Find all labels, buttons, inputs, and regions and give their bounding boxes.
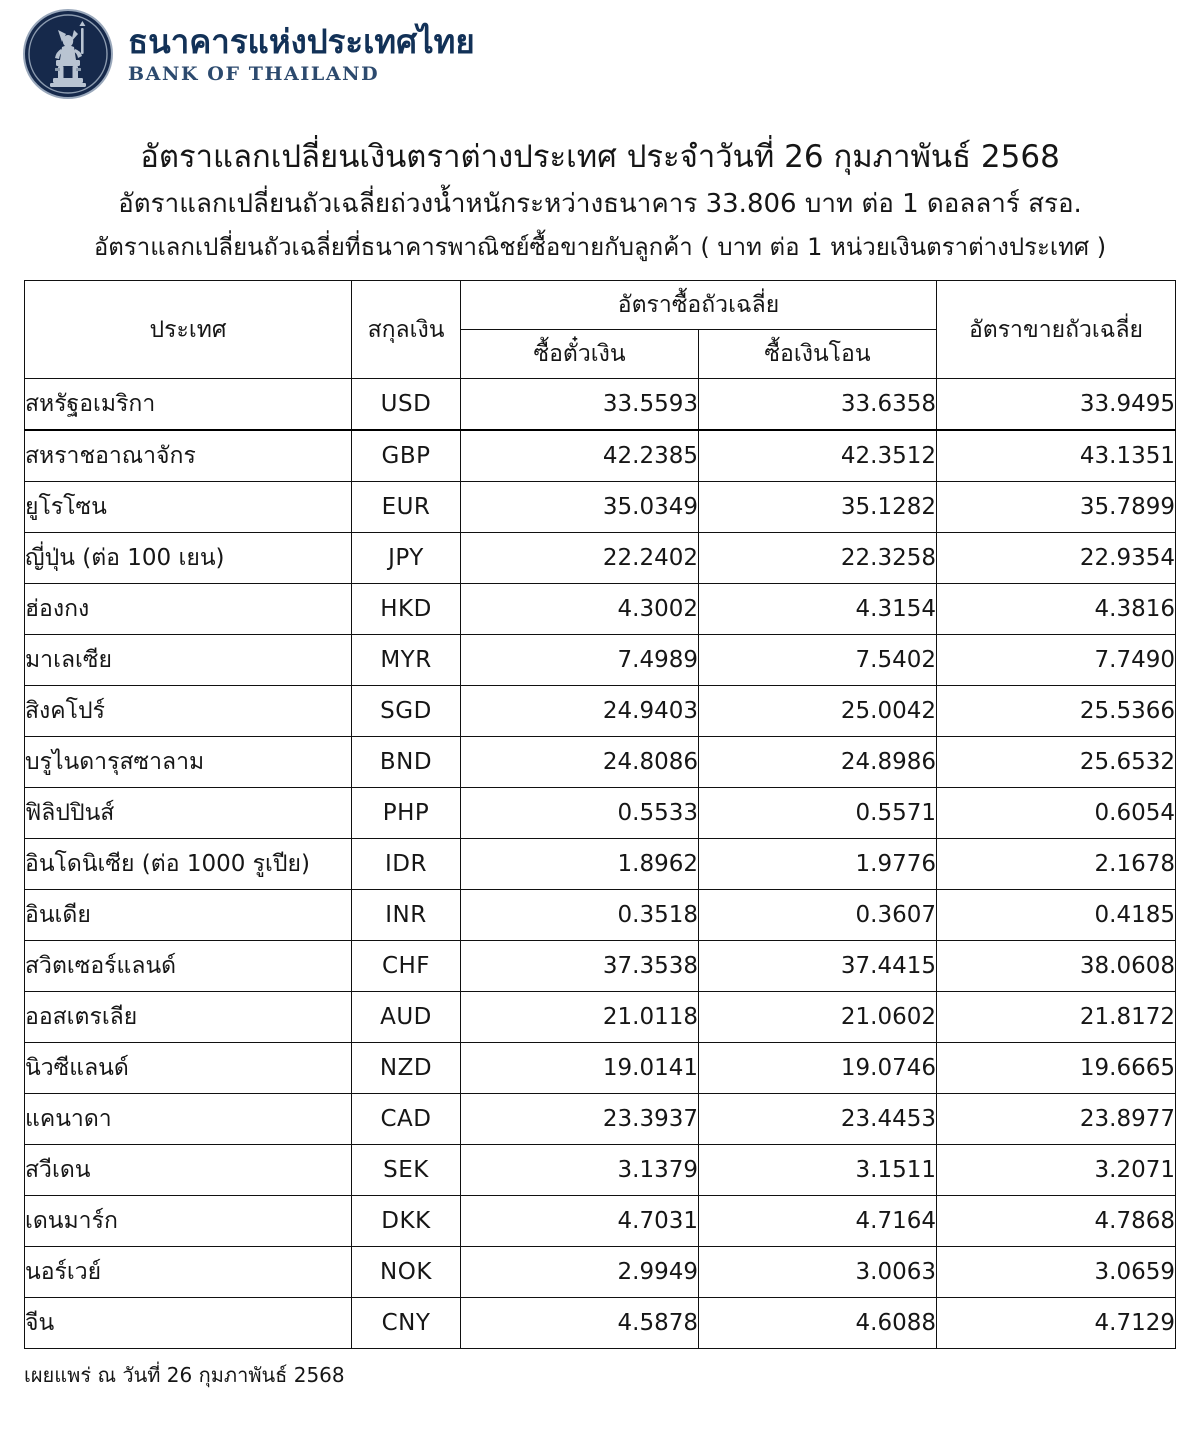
table-row [25, 584, 1176, 635]
cell-country: นิวซีแลนด์ [25, 1043, 352, 1094]
cell-country: บรูไนดารุสซาลาม [25, 737, 352, 788]
table-row [25, 635, 1176, 686]
column-header-buying-transfer: ซื้อเงินโอน [699, 330, 937, 379]
cell-selling-rate: 3.0659 [937, 1247, 1176, 1298]
table-row [25, 839, 1176, 890]
column-header-selling-rate: อัตราขายถัวเฉลี่ย [937, 281, 1176, 379]
cell-buying-sight-bill: 21.0118 [461, 992, 699, 1043]
brand-name-thai: ธนาคารแห่งประเทศไทย [128, 21, 475, 61]
cell-buying-transfer: 3.1511 [699, 1145, 937, 1196]
cell-country: ออสเตรเลีย [25, 992, 352, 1043]
table-row [25, 482, 1176, 533]
cell-selling-rate: 4.7868 [937, 1196, 1176, 1247]
cell-currency: BND [352, 737, 461, 788]
cell-currency: JPY [352, 533, 461, 584]
cell-buying-sight-bill: 4.3002 [461, 584, 699, 635]
cell-buying-transfer: 4.6088 [699, 1298, 937, 1349]
cell-buying-transfer: 35.1282 [699, 482, 937, 533]
cell-selling-rate: 43.1351 [937, 430, 1176, 482]
column-header-buying-sight-bill: ซื้อตั๋วเงิน [461, 330, 699, 379]
cell-buying-transfer: 0.5571 [699, 788, 937, 839]
cell-selling-rate: 7.7490 [937, 635, 1176, 686]
cell-selling-rate: 38.0608 [937, 941, 1176, 992]
cell-buying-sight-bill: 4.7031 [461, 1196, 699, 1247]
page-title: อัตราแลกเปลี่ยนเงินตราต่างประเทศ ประจำวันที่ 26 กุมภาพันธ์ 2568 [140, 139, 1060, 175]
cell-selling-rate: 25.6532 [937, 737, 1176, 788]
cell-buying-sight-bill: 2.9949 [461, 1247, 699, 1298]
cell-country: มาเลเซีย [25, 635, 352, 686]
cell-country: สิงคโปร์ [25, 686, 352, 737]
cell-selling-rate: 4.3816 [937, 584, 1176, 635]
table-row [25, 1196, 1176, 1247]
cell-buying-sight-bill: 24.8086 [461, 737, 699, 788]
cell-currency: PHP [352, 788, 461, 839]
table-body [25, 379, 1176, 1349]
cell-selling-rate: 23.8977 [937, 1094, 1176, 1145]
cell-country: ยูโรโซน [25, 482, 352, 533]
bank-of-thailand-seal-icon [22, 8, 114, 100]
cell-selling-rate: 4.7129 [937, 1298, 1176, 1349]
cell-selling-rate: 0.6054 [937, 788, 1176, 839]
cell-selling-rate: 0.4185 [937, 890, 1176, 941]
cell-buying-sight-bill: 33.5593 [461, 379, 699, 431]
cell-currency: CNY [352, 1298, 461, 1349]
table-row [25, 1247, 1176, 1298]
cell-country: สวีเดน [25, 1145, 352, 1196]
cell-buying-transfer: 4.3154 [699, 584, 937, 635]
cell-buying-transfer: 3.0063 [699, 1247, 937, 1298]
cell-buying-sight-bill: 35.0349 [461, 482, 699, 533]
cell-country: เดนมาร์ก [25, 1196, 352, 1247]
cell-buying-sight-bill: 1.8962 [461, 839, 699, 890]
cell-country: นอร์เวย์ [25, 1247, 352, 1298]
cell-buying-transfer: 24.8986 [699, 737, 937, 788]
cell-buying-transfer: 37.4415 [699, 941, 937, 992]
table-row [25, 430, 1176, 482]
interbank-rate-subtitle: อัตราแลกเปลี่ยนถัวเฉลี่ยถ่วงน้ำหนักระหว่างธนาคาร 33.806 บาท ต่อ 1 ดอลลาร์ สรอ. [118, 188, 1082, 219]
cell-buying-sight-bill: 7.4989 [461, 635, 699, 686]
cell-country: แคนาดา [25, 1094, 352, 1145]
cell-buying-transfer: 0.3607 [699, 890, 937, 941]
commercial-bank-rate-subtitle: อัตราแลกเปลี่ยนถัวเฉลี่ยที่ธนาคารพาณิชย์ซื้อขายกับลูกค้า ( บาท ต่อ 1 หน่วยเงินตราต่างประเทศ ) [93, 233, 1107, 262]
table-row [25, 379, 1176, 431]
table-row [25, 533, 1176, 584]
cell-buying-sight-bill: 3.1379 [461, 1145, 699, 1196]
column-header-buying-rate-group: อัตราซื้อถัวเฉลี่ย [461, 281, 937, 330]
cell-selling-rate: 3.2071 [937, 1145, 1176, 1196]
cell-currency: HKD [352, 584, 461, 635]
table-row [25, 1145, 1176, 1196]
cell-country: อินเดีย [25, 890, 352, 941]
cell-country: อินโดนิเซีย (ต่อ 1000 รูเปีย) [25, 839, 352, 890]
cell-buying-transfer: 4.7164 [699, 1196, 937, 1247]
cell-buying-sight-bill: 42.2385 [461, 430, 699, 482]
cell-currency: EUR [352, 482, 461, 533]
cell-buying-transfer: 25.0042 [699, 686, 937, 737]
cell-buying-sight-bill: 0.3518 [461, 890, 699, 941]
exchange-rate-table-wrapper [24, 280, 1176, 1349]
cell-country: ญี่ปุ่น (ต่อ 100 เยน) [25, 533, 352, 584]
table-row [25, 1298, 1176, 1349]
column-header-currency: สกุลเงิน [352, 281, 461, 379]
publication-note: เผยแพร่ ณ วันที่ 26 กุมภาพันธ์ 2568 [24, 1363, 345, 1388]
cell-buying-sight-bill: 37.3538 [461, 941, 699, 992]
table-row [25, 941, 1176, 992]
cell-country: สหราชอาณาจักร [25, 430, 352, 482]
cell-country: สหรัฐอเมริกา [25, 379, 352, 431]
cell-buying-sight-bill: 22.2402 [461, 533, 699, 584]
table-header-row-top [25, 281, 1176, 330]
cell-buying-transfer: 1.9776 [699, 839, 937, 890]
cell-buying-transfer: 23.4453 [699, 1094, 937, 1145]
table-row [25, 1094, 1176, 1145]
cell-currency: AUD [352, 992, 461, 1043]
cell-selling-rate: 35.7899 [937, 482, 1176, 533]
cell-selling-rate: 25.5366 [937, 686, 1176, 737]
cell-selling-rate: 22.9354 [937, 533, 1176, 584]
table-row [25, 992, 1176, 1043]
cell-currency: USD [352, 379, 461, 431]
cell-buying-sight-bill: 4.5878 [461, 1298, 699, 1349]
cell-selling-rate: 2.1678 [937, 839, 1176, 890]
cell-currency: CHF [352, 941, 461, 992]
table-row [25, 788, 1176, 839]
cell-currency: MYR [352, 635, 461, 686]
cell-currency: NZD [352, 1043, 461, 1094]
cell-selling-rate: 21.8172 [937, 992, 1176, 1043]
table-header [25, 281, 1176, 379]
cell-currency: SEK [352, 1145, 461, 1196]
cell-currency: CAD [352, 1094, 461, 1145]
cell-currency: GBP [352, 430, 461, 482]
cell-buying-transfer: 22.3258 [699, 533, 937, 584]
cell-buying-transfer: 19.0746 [699, 1043, 937, 1094]
cell-currency: SGD [352, 686, 461, 737]
cell-buying-sight-bill: 0.5533 [461, 788, 699, 839]
column-header-country: ประเทศ [25, 281, 352, 379]
cell-buying-transfer: 21.0602 [699, 992, 937, 1043]
cell-currency: IDR [352, 839, 461, 890]
document-titles [0, 100, 1200, 262]
cell-buying-transfer: 7.5402 [699, 635, 937, 686]
cell-selling-rate: 19.6665 [937, 1043, 1176, 1094]
table-row [25, 1043, 1176, 1094]
cell-buying-sight-bill: 24.9403 [461, 686, 699, 737]
cell-buying-transfer: 42.3512 [699, 430, 937, 482]
cell-buying-sight-bill: 23.3937 [461, 1094, 699, 1145]
table-row [25, 890, 1176, 941]
cell-country: ฮ่องกง [25, 584, 352, 635]
cell-country: สวิตเซอร์แลนด์ [25, 941, 352, 992]
cell-buying-sight-bill: 19.0141 [461, 1043, 699, 1094]
table-row [25, 686, 1176, 737]
cell-selling-rate: 33.9495 [937, 379, 1176, 431]
cell-country: ฟิลิปปินส์ [25, 788, 352, 839]
brand-name-english: BANK OF THAILAND [128, 62, 380, 85]
table-row [25, 737, 1176, 788]
cell-country: จีน [25, 1298, 352, 1349]
cell-currency: DKK [352, 1196, 461, 1247]
exchange-rate-table [24, 280, 1176, 1349]
brand-block [128, 21, 475, 85]
cell-currency: INR [352, 890, 461, 941]
masthead [0, 0, 1200, 100]
cell-buying-transfer: 33.6358 [699, 379, 937, 431]
cell-currency: NOK [352, 1247, 461, 1298]
